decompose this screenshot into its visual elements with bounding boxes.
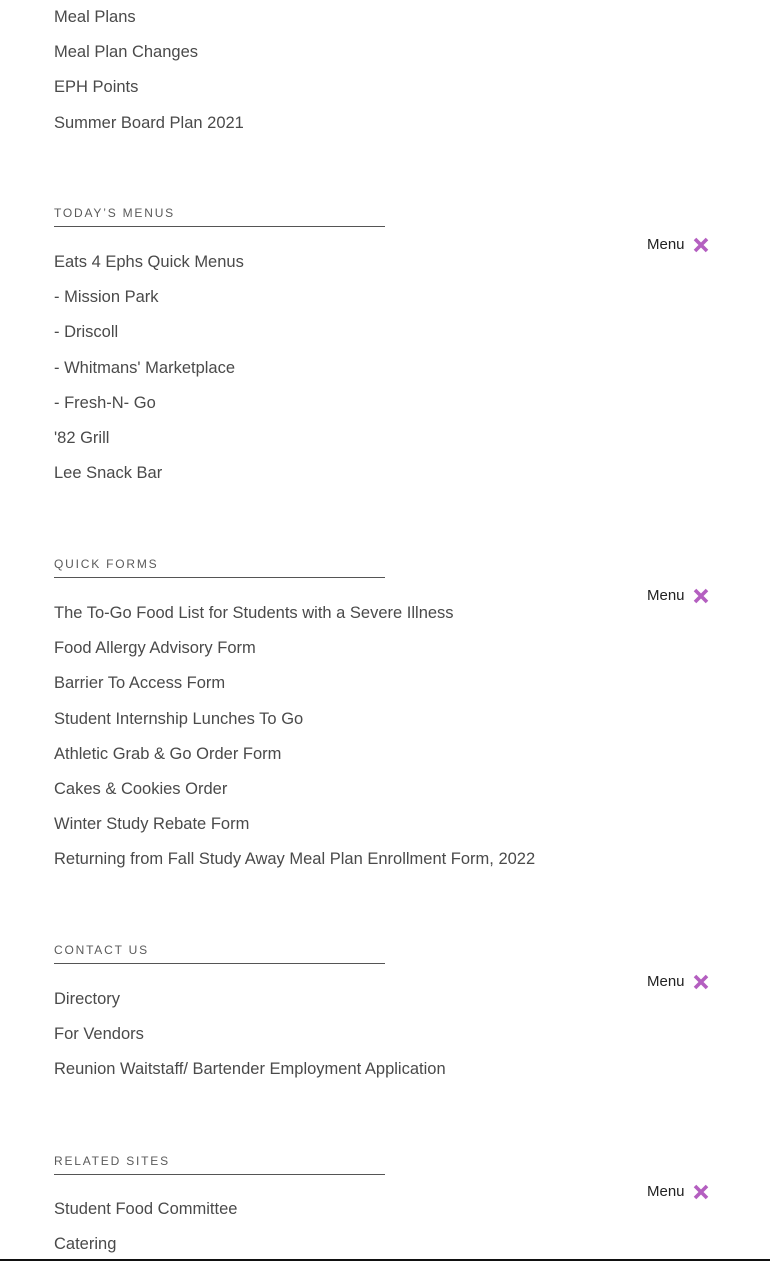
list-item bbox=[54, 113, 244, 148]
link-meal-plans[interactable]: Meal Plans bbox=[54, 8, 136, 26]
link-eph-points[interactable]: EPH Points bbox=[54, 78, 139, 97]
list-item bbox=[54, 428, 244, 463]
list-item bbox=[54, 393, 244, 428]
close-icon bbox=[693, 1184, 709, 1200]
list-item bbox=[54, 638, 535, 673]
list-item bbox=[54, 77, 244, 112]
link-barrier-to-access[interactable]: Barrier To Access Form bbox=[54, 674, 226, 693]
list-item bbox=[54, 709, 535, 744]
link-meal-plan-changes[interactable]: Meal Plan Changes bbox=[54, 43, 199, 62]
section-title-quick-forms: QUICK FORMS bbox=[54, 557, 385, 578]
list-item bbox=[54, 1059, 446, 1094]
contact-us-links bbox=[54, 989, 446, 1095]
list-item bbox=[54, 1199, 237, 1234]
list-item bbox=[54, 358, 244, 393]
link-whitmans-marketplace[interactable]: - Whitmans' Marketplace bbox=[54, 358, 236, 377]
link-student-food-committee[interactable]: Student Food Committee bbox=[54, 1200, 238, 1218]
list-item bbox=[54, 1234, 237, 1269]
link-to-go-food-list[interactable]: The To-Go Food List for Students with a Severe Illness bbox=[54, 604, 454, 622]
contact-us-menu-toggle[interactable] bbox=[647, 972, 709, 992]
close-icon bbox=[693, 588, 709, 604]
link-food-allergy-form[interactable]: Food Allergy Advisory Form bbox=[54, 639, 256, 658]
menu-toggle-label: Menu bbox=[647, 587, 685, 604]
link-for-vendors[interactable]: For Vendors bbox=[54, 1025, 144, 1044]
link-catering[interactable]: Catering bbox=[54, 1235, 117, 1254]
link-driscoll[interactable]: - Driscoll bbox=[54, 323, 119, 342]
list-item bbox=[54, 322, 244, 357]
list-item bbox=[54, 849, 535, 884]
quick-forms-links bbox=[54, 603, 535, 885]
link-cakes-cookies[interactable]: Cakes & Cookies Order bbox=[54, 779, 228, 798]
section-title-related-sites: RELATED SITES bbox=[54, 1154, 385, 1175]
meal-plan-links bbox=[54, 7, 244, 148]
list-item bbox=[54, 779, 535, 814]
list-item bbox=[54, 744, 535, 779]
list-item bbox=[54, 1024, 446, 1059]
section-title-contact-us: CONTACT US bbox=[54, 943, 385, 964]
list-item bbox=[54, 814, 535, 849]
list-item bbox=[54, 7, 244, 42]
todays-menus-links bbox=[54, 252, 244, 498]
link-summer-board-plan[interactable]: Summer Board Plan 2021 bbox=[54, 113, 244, 132]
todays-menus-menu-toggle[interactable] bbox=[647, 235, 709, 255]
list-item bbox=[54, 603, 535, 638]
list-item bbox=[54, 463, 244, 498]
link-lee-snack-bar[interactable]: Lee Snack Bar bbox=[54, 464, 163, 483]
menu-toggle-label: Menu bbox=[647, 1183, 685, 1200]
close-icon bbox=[693, 974, 709, 990]
section-title-todays-menus: TODAY’S MENUS bbox=[54, 206, 385, 227]
list-item bbox=[54, 42, 244, 77]
link-internship-lunches[interactable]: Student Internship Lunches To Go bbox=[54, 709, 304, 728]
list-item bbox=[54, 673, 535, 708]
link-82-grill[interactable]: '82 Grill bbox=[54, 428, 110, 447]
link-athletic-grab-go[interactable]: Athletic Grab & Go Order Form bbox=[54, 744, 282, 763]
list-item bbox=[54, 989, 446, 1024]
quick-forms-menu-toggle[interactable] bbox=[647, 586, 709, 606]
link-eats-4-ephs[interactable]: Eats 4 Ephs Quick Menus bbox=[54, 253, 244, 271]
link-reunion-waitstaff[interactable]: Reunion Waitstaff/ Bartender Employment Application bbox=[54, 1060, 446, 1079]
link-fall-study-away[interactable]: Returning from Fall Study Away Meal Plan Enrollment Form, 2022 bbox=[54, 850, 536, 869]
menu-toggle-label: Menu bbox=[647, 973, 685, 990]
list-item bbox=[54, 287, 244, 322]
menu-toggle-label: Menu bbox=[647, 236, 685, 253]
list-item bbox=[54, 252, 244, 287]
link-mission-park[interactable]: - Mission Park bbox=[54, 288, 159, 307]
related-sites-menu-toggle[interactable] bbox=[647, 1182, 709, 1202]
link-directory[interactable]: Directory bbox=[54, 990, 121, 1008]
link-fresh-n-go[interactable]: - Fresh-N- Go bbox=[54, 393, 156, 412]
close-icon bbox=[693, 237, 709, 253]
link-winter-study-rebate[interactable]: Winter Study Rebate Form bbox=[54, 815, 250, 834]
